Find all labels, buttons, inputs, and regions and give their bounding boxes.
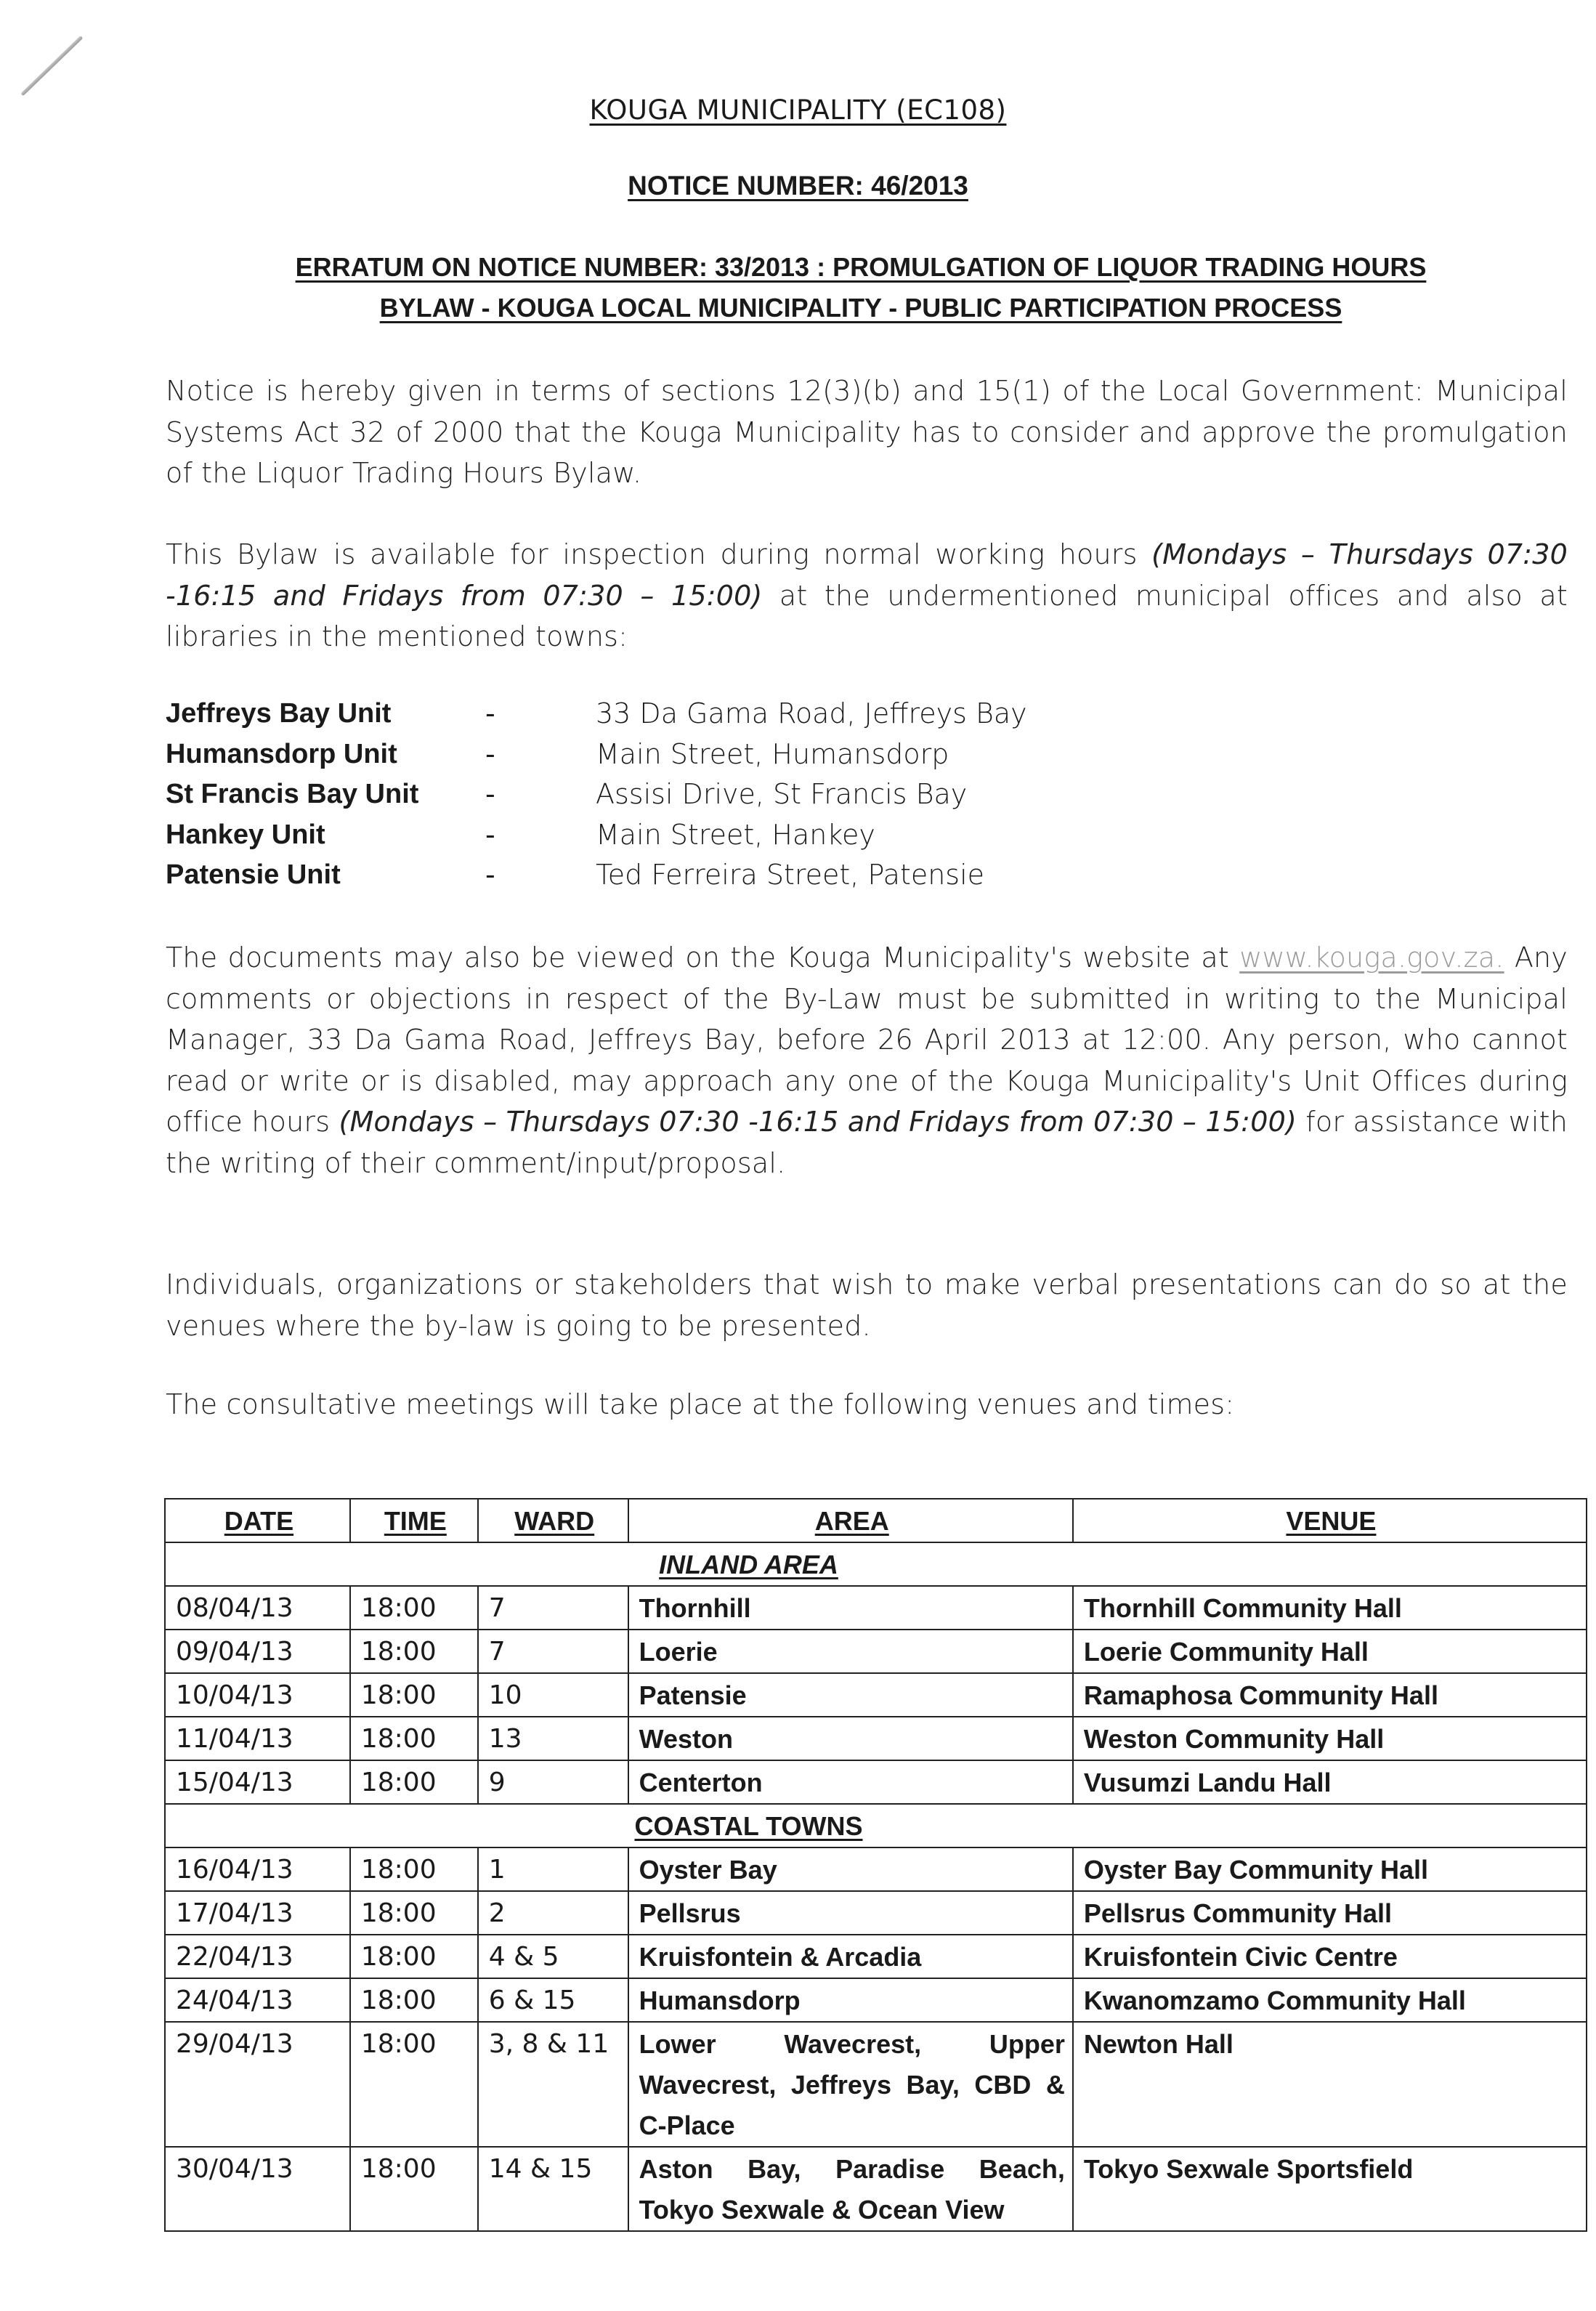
table-row [165, 1673, 1587, 1717]
text: Any comments or objections in respect of the By-Law must be submitted in writing to the Municipal Manager, 33 Da Gama Road, Jeffreys Bay, before 26 April 2013 at 12:00. Any person, who cannot read or write or is disabled, may approach any one of the Kouga Municipality's Unit Offices during office hours [166, 942, 1568, 1138]
cell-date: 17/04/13 [165, 1891, 350, 1935]
unit-name: Jeffreys Bay Unit [166, 698, 392, 729]
table-row [165, 1935, 1587, 1978]
cell-date: 30/04/13 [165, 2147, 350, 2231]
section-title [165, 1542, 1587, 1586]
cell-time: 18:00 [350, 1717, 478, 1760]
cell-date: 10/04/13 [165, 1673, 350, 1717]
cell-venue: Loerie Community Hall [1073, 1630, 1587, 1673]
separator-dash: - [485, 859, 495, 891]
column-header-time: TIME [350, 1499, 478, 1542]
cell-area: Aston Bay, Paradise Beach, Tokyo Sexwale & Ocean View [628, 2147, 1073, 2231]
separator-dash: - [485, 818, 495, 851]
cell-ward: 10 [478, 1673, 628, 1717]
unit-address: Assisi Drive, St Francis Bay [596, 778, 968, 810]
website-link[interactable]: www.kouga.gov.za. [1239, 942, 1504, 974]
meeting-schedule-table [164, 1498, 1587, 2232]
table-row [165, 2147, 1587, 2231]
unit-office-item [166, 734, 1255, 775]
cell-venue: Pellsrus Community Hall [1073, 1891, 1587, 1935]
cell-area: Oyster Bay [628, 1847, 1073, 1891]
cell-ward: 2 [478, 1891, 628, 1935]
cell-ward: 7 [478, 1630, 628, 1673]
erratum-heading [174, 247, 1547, 328]
document-title: KOUGA MUNICIPALITY (EC108) [589, 94, 1007, 126]
cell-area: Loerie [628, 1630, 1073, 1673]
text: This Bylaw is available for inspection during normal working hours [166, 538, 1152, 570]
cell-time: 18:00 [350, 2022, 478, 2147]
cell-ward: 4 & 5 [478, 1935, 628, 1978]
cell-area: Kruisfontein & Arcadia [628, 1935, 1073, 1978]
cell-time: 18:00 [350, 1978, 478, 2022]
cell-ward: 13 [478, 1717, 628, 1760]
column-header-venue: VENUE [1073, 1499, 1587, 1542]
cell-time: 18:00 [350, 1630, 478, 1673]
text: at the undermentioned municipal offices and also at libraries in the mentioned towns: [166, 579, 1568, 652]
cell-area: Lower Wavecrest, Upper Wavecrest, Jeffreys Bay, CBD & C-Place [628, 2022, 1073, 2147]
cell-time: 18:00 [350, 1847, 478, 1891]
cell-ward: 1 [478, 1847, 628, 1891]
notice-number: NOTICE NUMBER: 46/2013 [628, 171, 968, 201]
cell-area: Humansdorp [628, 1978, 1073, 2022]
cell-date: 24/04/13 [165, 1978, 350, 2022]
paragraph-presentations: Individuals, organizations or stakeholders that wish to make verbal presentations can do so at the venues where the by-law is going to be presented. [166, 1268, 1568, 1342]
table-row [165, 1891, 1587, 1935]
erratum-heading-line2: BYLAW - KOUGA LOCAL MUNICIPALITY - PUBLIC PARTICIPATION PROCESS [379, 293, 1342, 323]
cell-venue: Vusumzi Landu Hall [1073, 1760, 1587, 1804]
cell-date: 11/04/13 [165, 1717, 350, 1760]
cell-venue: Kwanomzamo Community Hall [1073, 1978, 1587, 2022]
unit-name: St Francis Bay Unit [166, 779, 419, 809]
table-row [165, 1717, 1587, 1760]
cell-time: 18:00 [350, 2147, 478, 2231]
unit-address: Ted Ferreira Street, Patensie [596, 859, 985, 891]
cell-ward: 3, 8 & 11 [478, 2022, 628, 2147]
column-header-area: AREA [628, 1499, 1073, 1542]
unit-office-item [166, 815, 1255, 856]
cell-ward: 9 [478, 1760, 628, 1804]
section-title-text: COASTAL TOWNS [634, 1811, 863, 1841]
table-row [165, 1630, 1587, 1673]
cell-date: 15/04/13 [165, 1760, 350, 1804]
paragraph-notice: Notice is hereby given in terms of sections 12(3)(b) and 15(1) of the Local Government: Municipal Systems Act 32 of 2000 that the Kouga Municipality has to consider and approve the promulgation of the Liquor Trading Hours Bylaw. [166, 375, 1568, 489]
table-row [165, 2022, 1587, 2147]
cell-venue: Oyster Bay Community Hall [1073, 1847, 1587, 1891]
cell-venue: Ramaphosa Community Hall [1073, 1673, 1587, 1717]
cell-ward: 7 [478, 1586, 628, 1630]
cell-time: 18:00 [350, 1935, 478, 1978]
section-title-text: INLAND AREA [659, 1550, 838, 1579]
cell-venue: Kruisfontein Civic Centre [1073, 1935, 1587, 1978]
unit-address: 33 Da Gama Road, Jeffreys Bay [596, 697, 1027, 729]
cell-venue: Newton Hall [1073, 2022, 1587, 2147]
cell-venue: Tokyo Sexwale Sportsfield [1073, 2147, 1587, 2231]
cell-time: 18:00 [350, 1586, 478, 1630]
section-title [165, 1804, 1587, 1847]
cell-area: Weston [628, 1717, 1073, 1760]
cell-area: Centerton [628, 1760, 1073, 1804]
separator-dash: - [485, 697, 495, 729]
staple-mark [20, 36, 83, 96]
unit-name: Hankey Unit [166, 819, 325, 850]
cell-date: 08/04/13 [165, 1586, 350, 1630]
cell-area: Patensie [628, 1673, 1073, 1717]
cell-date: 09/04/13 [165, 1630, 350, 1673]
paragraph-comments [166, 937, 1568, 1183]
table-header-row [165, 1499, 1587, 1542]
column-header-ward: WARD [478, 1499, 628, 1542]
table-row [165, 1760, 1587, 1804]
table-row [165, 1847, 1587, 1891]
erratum-heading-line1: ERRATUM ON NOTICE NUMBER: 33/2013 : PROMULGATION OF LIQUOR TRADING HOURS [295, 252, 1427, 282]
cell-ward: 6 & 15 [478, 1978, 628, 2022]
separator-dash: - [485, 778, 495, 810]
cell-time: 18:00 [350, 1760, 478, 1804]
cell-venue: Thornhill Community Hall [1073, 1586, 1587, 1630]
unit-office-item [166, 855, 1255, 896]
unit-name: Patensie Unit [166, 859, 341, 890]
cell-time: 18:00 [350, 1673, 478, 1717]
unit-address: Main Street, Hankey [596, 818, 875, 851]
table-row [165, 1978, 1587, 2022]
unit-office-list [166, 694, 1255, 896]
unit-office-item [166, 774, 1255, 815]
paragraph-meetings-intro: The consultative meetings will take place at the following venues and times: [166, 1388, 1235, 1420]
cell-date: 22/04/13 [165, 1935, 350, 1978]
table-row [165, 1586, 1587, 1630]
text: for assistance with the writing of their comment/input/proposal. [166, 1106, 1568, 1179]
cell-date: 29/04/13 [165, 2022, 350, 2147]
cell-time: 18:00 [350, 1891, 478, 1935]
unit-office-item [166, 694, 1255, 734]
office-hours: (Mondays – Thursdays 07:30 -16:15 and Fridays from 07:30 – 15:00) [339, 1106, 1297, 1138]
cell-date: 16/04/13 [165, 1847, 350, 1891]
cell-area: Thornhill [628, 1586, 1073, 1630]
office-hours: (Mondays – Thursdays 07:30 -16:15 and Fridays from 07:30 – 15:00) [166, 538, 1568, 612]
cell-venue: Weston Community Hall [1073, 1717, 1587, 1760]
section-row-coastal [165, 1804, 1587, 1847]
separator-dash: - [485, 737, 495, 770]
cell-ward: 14 & 15 [478, 2147, 628, 2231]
unit-address: Main Street, Humansdorp [596, 737, 949, 770]
cell-area: Pellsrus [628, 1891, 1073, 1935]
section-row-inland [165, 1542, 1587, 1586]
text: The documents may also be viewed on the Kouga Municipality's website at [166, 942, 1240, 974]
column-header-date: DATE [165, 1499, 350, 1542]
unit-name: Humansdorp Unit [166, 738, 397, 769]
paragraph-inspection [166, 534, 1568, 657]
